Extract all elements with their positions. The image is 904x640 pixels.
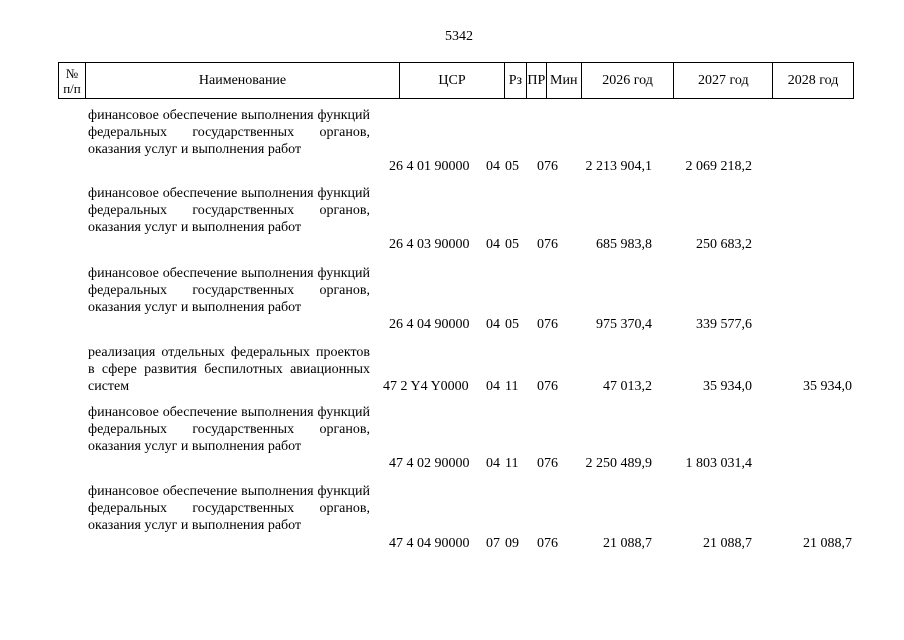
row-csr: 26 4 01 90000: [389, 159, 470, 174]
row-2027: 35 934,0: [703, 379, 752, 394]
row-2027: 2 069 218,2: [685, 159, 752, 174]
page-number: 5342: [445, 29, 473, 44]
row-2027: 21 088,7: [703, 536, 752, 551]
header-pr: ПР: [527, 63, 547, 98]
row-rz: 04: [486, 237, 500, 252]
row-2028: 35 934,0: [803, 379, 852, 394]
row-2027: 250 683,2: [696, 237, 752, 252]
row-rz: 07: [486, 536, 500, 551]
row-pr: 05: [505, 237, 519, 252]
row-2026: 21 088,7: [603, 536, 652, 551]
row-2028: 21 088,7: [803, 536, 852, 551]
row-min: 076: [537, 317, 558, 332]
row-pr: 05: [505, 159, 519, 174]
header-rz: Рз: [505, 63, 527, 98]
row-rz: 04: [486, 379, 500, 394]
row-rz: 04: [486, 317, 500, 332]
row-min: 076: [537, 456, 558, 471]
row-name: финансовое обеспечение выполнения функций федеральных государственных органов, оказания услуг и выполнения работ: [88, 108, 370, 157]
row-2026: 2 250 489,9: [585, 456, 652, 471]
table-row: [0, 483, 904, 553]
row-2026: 2 213 904,1: [585, 159, 652, 174]
row-2026: 47 013,2: [603, 379, 652, 394]
row-2026: 975 370,4: [596, 317, 652, 332]
header-min: Мин: [547, 63, 582, 98]
header-csr: ЦСР: [400, 63, 505, 98]
row-name: финансовое обеспечение выполнения функций федеральных государственных органов, оказания услуг и выполнения работ: [88, 186, 370, 235]
row-csr: 47 2 Y4 Y0000: [383, 379, 469, 394]
header-name: Наименование: [86, 63, 400, 98]
table-header: [58, 62, 854, 99]
row-pr: 05: [505, 317, 519, 332]
row-pr: 11: [505, 379, 519, 394]
row-min: 076: [537, 159, 558, 174]
row-min: 076: [537, 536, 558, 551]
header-2027: 2027 год: [674, 63, 773, 98]
table-row: [0, 107, 904, 177]
row-pr: 11: [505, 456, 519, 471]
row-min: 076: [537, 379, 558, 394]
row-2027: 339 577,6: [696, 317, 752, 332]
table-row: [0, 185, 904, 255]
row-csr: 26 4 04 90000: [389, 317, 470, 332]
row-rz: 04: [486, 159, 500, 174]
row-name: реализация отдельных федеральных проектов в сфере развития беспилотных авиационных систем: [88, 345, 370, 394]
row-2026: 685 983,8: [596, 237, 652, 252]
row-name: финансовое обеспечение выполнения функций федеральных государственных органов, оказания услуг и выполнения работ: [88, 266, 370, 315]
row-min: 076: [537, 237, 558, 252]
header-2028: 2028 год: [787, 72, 839, 88]
header-2026: 2026 год: [582, 63, 675, 98]
table-row: [0, 344, 904, 398]
row-csr: 47 4 04 90000: [389, 536, 470, 551]
row-2027: 1 803 031,4: [685, 456, 752, 471]
row-name: финансовое обеспечение выполнения функций федеральных государственных органов, оказания услуг и выполнения работ: [88, 484, 370, 533]
table-row: [0, 265, 904, 335]
row-csr: 26 4 03 90000: [389, 237, 470, 252]
row-csr: 47 4 02 90000: [389, 456, 470, 471]
table-row: [0, 404, 904, 474]
row-pr: 09: [505, 536, 519, 551]
row-rz: 04: [486, 456, 500, 471]
row-name: финансовое обеспечение выполнения функций федеральных государственных органов, оказания услуг и выполнения работ: [88, 405, 370, 454]
header-num: № п/п: [59, 63, 86, 98]
